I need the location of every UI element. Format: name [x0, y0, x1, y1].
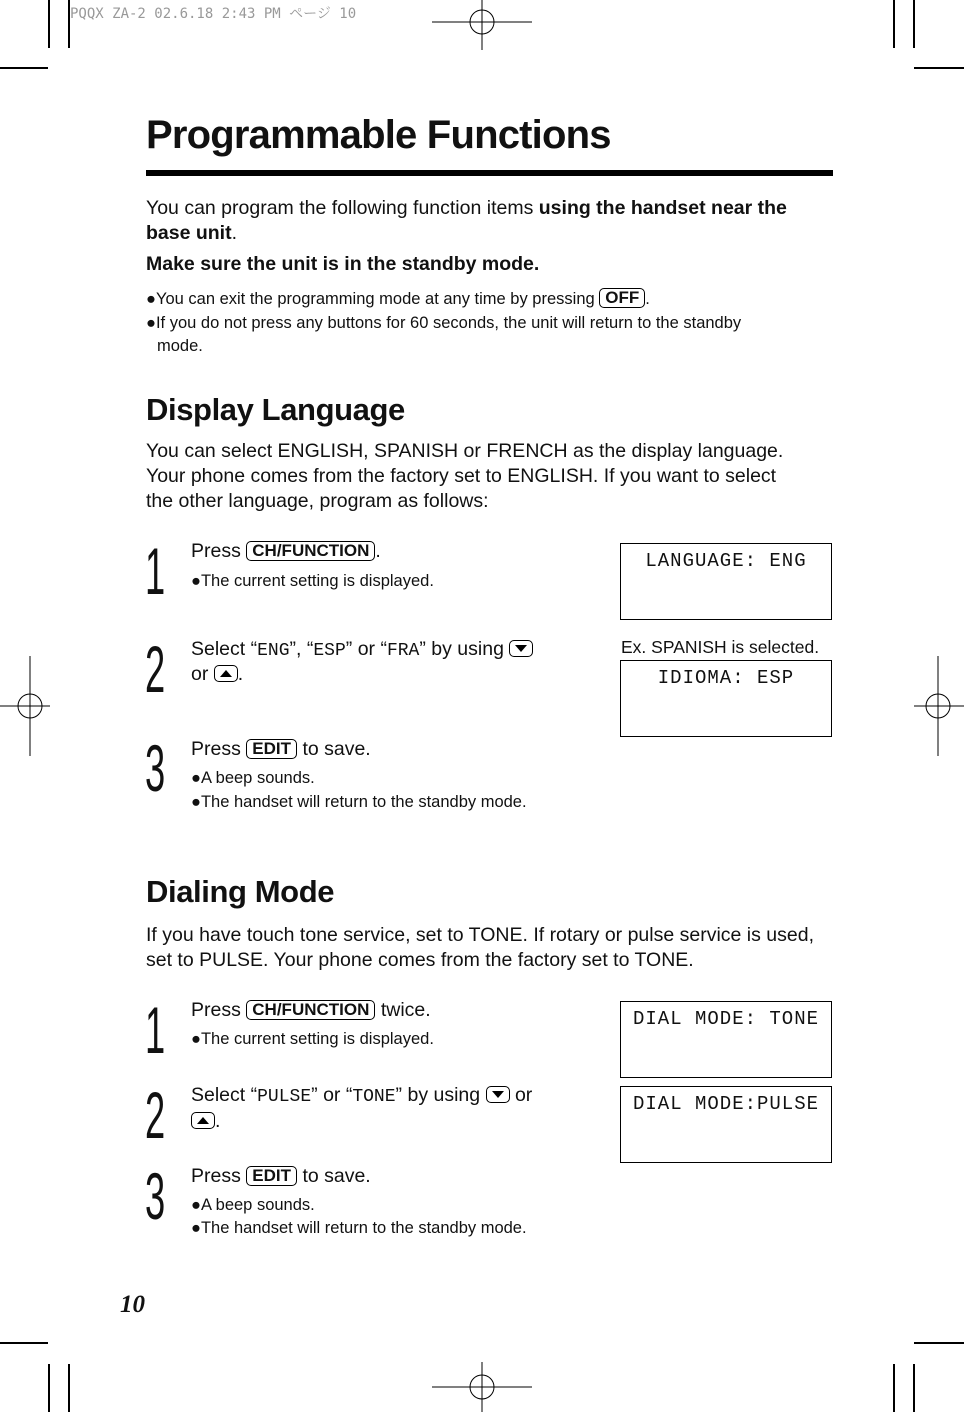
registration-mark-icon	[432, 0, 532, 50]
print-slug: PQQX ZA-2 02.6.18 2:43 PM ページ 10	[70, 6, 357, 22]
section-heading-dialing-mode: Dialing Mode	[146, 874, 335, 909]
up-arrow-key-icon	[191, 1112, 215, 1129]
crop-mark	[48, 1364, 50, 1412]
intro-bullet-2-cont: mode.	[157, 337, 203, 355]
down-arrow-key-icon	[486, 1086, 510, 1103]
intro-text: You can program the following function items	[146, 197, 539, 219]
dialing-mode-description: If you have touch tone service, set to TONE. If rotary or pulse service is used, set to PULSE. Your phone comes from the factory set to TONE.	[146, 924, 815, 971]
lcd-dial-mode-pulse: DIAL MODE:PULSE	[620, 1086, 832, 1163]
bullet-icon: ●	[146, 314, 156, 332]
bullet-text-end: .	[645, 290, 650, 308]
step-number: 2	[145, 632, 166, 706]
step-bullet	[191, 1028, 434, 1051]
step-number: 1	[145, 993, 166, 1067]
step-3-instruction	[191, 737, 371, 762]
option-tone: TONE	[352, 1087, 396, 1107]
bullet-icon: ●	[191, 572, 201, 590]
section-heading-display-language: Display Language	[146, 392, 405, 427]
bullet-text: You can exit the programming mode at any time by pressing	[155, 290, 595, 308]
bullet-text: The current setting is displayed.	[200, 1030, 434, 1048]
ch-function-key: CH/FUNCTION	[246, 1000, 375, 1020]
step-text: Press	[191, 999, 241, 1021]
step-2-instruction: Select “PULSE” or “TONE” by using or	[191, 1084, 533, 1107]
standby-note: Make sure the unit is in the standby mode.	[146, 253, 540, 275]
registration-mark-icon	[914, 656, 964, 756]
step-number: 3	[145, 1159, 166, 1233]
crop-mark	[48, 0, 50, 48]
page-number: 10	[120, 1291, 145, 1318]
step-bullet	[191, 570, 434, 593]
crop-mark	[893, 0, 895, 48]
step-text: Select	[191, 1084, 246, 1106]
step-3-instruction	[191, 1164, 371, 1189]
option-pulse: PULSE	[257, 1087, 312, 1107]
step-2-instruction: Select “ENG”, “ESP” or “FRA” by using	[191, 637, 533, 664]
intro-paragraph	[146, 196, 826, 246]
step-bullet	[191, 1217, 527, 1240]
step-1-instruction	[191, 998, 431, 1023]
step-bullet	[191, 791, 527, 814]
step-text: Press	[191, 540, 241, 562]
step-text: Press	[191, 738, 241, 760]
bullet-text: If you do not press any buttons for 60 seconds, the unit will return to the standby	[155, 314, 742, 332]
crop-mark	[0, 1342, 48, 1344]
step-2-instruction-cont: or .	[191, 663, 244, 685]
step-text: Select	[191, 638, 246, 660]
step-text: or	[357, 638, 376, 660]
bullet-icon: ●	[191, 769, 201, 787]
edit-key: EDIT	[246, 1166, 297, 1186]
display-language-description: You can select ENGLISH, SPANISH or FRENCH as the display language. Your phone comes from the factory set to ENGLISH. If you want to select the other language, program as follows:	[146, 440, 784, 512]
bullet-text: The handset will return to the standby mode.	[200, 1219, 527, 1237]
title-rule	[146, 170, 833, 176]
bullet-text: A beep sounds.	[200, 1196, 315, 1214]
registration-mark-icon	[0, 656, 50, 756]
step-text: or	[514, 1084, 533, 1106]
crop-mark	[913, 0, 915, 48]
edit-key: EDIT	[246, 739, 297, 759]
step-number: 2	[145, 1078, 166, 1152]
down-arrow-key-icon	[509, 640, 533, 657]
lcd-dial-mode-tone: DIAL MODE: TONE	[620, 1001, 832, 1078]
step-text: by using	[431, 638, 504, 660]
bullet-text: A beep sounds.	[200, 769, 315, 787]
bullet-icon: ●	[191, 793, 201, 811]
crop-mark	[914, 67, 964, 69]
step-number: 1	[145, 534, 166, 608]
step-number: 3	[145, 731, 166, 805]
bullet-icon: ●	[191, 1196, 201, 1214]
crop-mark	[914, 1342, 964, 1344]
bullet-icon: ●	[191, 1219, 201, 1237]
intro-bullet-1	[146, 288, 650, 311]
step-text: or	[191, 663, 209, 685]
ch-function-key: CH/FUNCTION	[246, 541, 375, 561]
step-text: twice.	[380, 999, 431, 1021]
crop-mark	[68, 1364, 70, 1412]
step-bullet	[191, 1194, 315, 1217]
option-fra: FRA	[386, 641, 420, 661]
bullet-text: The current setting is displayed.	[200, 572, 434, 590]
option-esp: ESP	[313, 641, 346, 661]
up-arrow-key-icon	[214, 665, 238, 682]
lcd-display-language: LANGUAGE: ENG	[620, 543, 832, 620]
off-key: OFF	[599, 288, 645, 308]
page-title: Programmable Functions	[146, 113, 611, 157]
step-2-instruction-cont: .	[191, 1109, 220, 1134]
bullet-icon: ●	[146, 290, 156, 308]
step-text: Press	[191, 1165, 241, 1187]
step-1-instruction	[191, 539, 381, 564]
crop-mark	[913, 1364, 915, 1412]
registration-mark-icon	[432, 1362, 532, 1412]
example-caption: Ex. SPANISH is selected.	[621, 637, 820, 657]
step-text: to save.	[302, 738, 371, 760]
step-text: to save.	[302, 1165, 371, 1187]
step-text: by using	[407, 1084, 481, 1106]
step-text: or	[323, 1084, 341, 1106]
crop-mark	[893, 1364, 895, 1412]
bullet-text: The handset will return to the standby mode.	[200, 793, 527, 811]
intro-bullet-2	[146, 312, 741, 335]
intro-bold-text: using the handset near the base unit	[146, 197, 787, 244]
intro-text-end: .	[231, 222, 238, 244]
step-text: .	[375, 540, 381, 562]
bullet-icon: ●	[191, 1030, 201, 1048]
lcd-display-idioma: IDIOMA: ESP	[620, 660, 832, 737]
crop-mark	[0, 67, 48, 69]
step-bullet	[191, 767, 315, 790]
option-eng: ENG	[257, 641, 290, 661]
